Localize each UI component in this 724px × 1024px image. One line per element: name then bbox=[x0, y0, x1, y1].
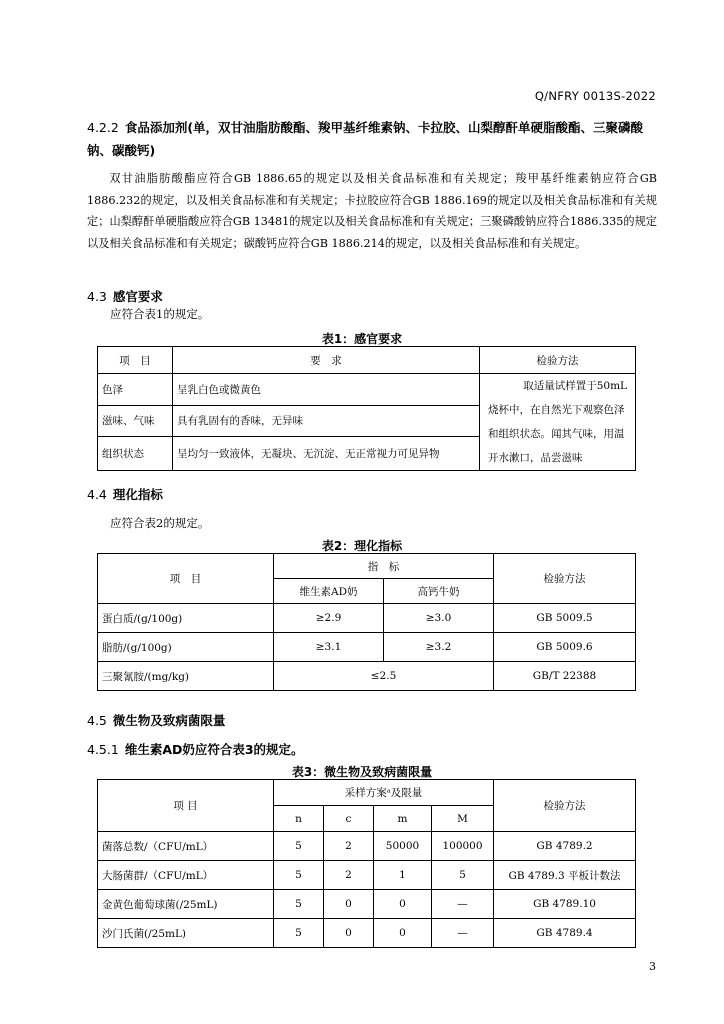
table-cell: 0 bbox=[324, 919, 374, 948]
table-cell: 蛋白质/(g/100g) bbox=[98, 604, 274, 633]
table1-caption: 表1：感官要求 bbox=[321, 332, 403, 346]
table2-header-method: 检验方法 bbox=[494, 554, 636, 604]
method-line: 开水漱口，品尝滋味 bbox=[488, 452, 583, 464]
section-title: 维生素AD奶应符合表3的规定。 bbox=[124, 742, 304, 757]
section-4-2-2-heading bbox=[87, 118, 643, 136]
table1-header-item: 项 目 bbox=[98, 347, 173, 374]
table-cell: GB 4789.3 平板计数法 bbox=[494, 861, 636, 890]
table3-header-c: c bbox=[324, 806, 374, 832]
table-cell: 2 bbox=[324, 861, 374, 890]
table2-caption: 表2：理化指标 bbox=[321, 539, 403, 553]
table-cell: 大肠菌群/（CFU/mL） bbox=[98, 861, 274, 890]
table1-header-method: 检验方法 bbox=[480, 347, 636, 374]
table3-header-method: 检验方法 bbox=[494, 780, 636, 832]
table-cell: GB 4789.2 bbox=[494, 832, 636, 861]
table3-microbial bbox=[97, 779, 636, 948]
section-title: 食品添加剂(单，双甘油脂肪酸酯、羧甲基纤维素钠、卡拉胶、山梨醇酐单硬脂酸酯、三聚磷酸 bbox=[124, 120, 644, 135]
table-cell: ≤2.5 bbox=[274, 662, 494, 691]
table-cell: ≥3.1 bbox=[274, 633, 384, 662]
method-line: 烧杯中，在自然光下观察色泽 bbox=[488, 404, 625, 416]
table2-header-col1: 维生素AD奶 bbox=[274, 579, 384, 604]
table-cell: 滋味、气味 bbox=[98, 405, 173, 437]
table-cell: 2 bbox=[324, 832, 374, 861]
section-4-5-heading bbox=[87, 711, 225, 729]
page-number: 3 bbox=[649, 960, 656, 973]
table-cell: 呈均匀一致液体，无凝块、无沉淀、无正常视力可见异物 bbox=[173, 437, 480, 471]
section-title: 理化指标 bbox=[112, 487, 163, 502]
table-cell: GB 4789.10 bbox=[494, 890, 636, 919]
section-4-5-1-heading bbox=[87, 740, 304, 758]
table3-header-M: M bbox=[432, 806, 494, 832]
table-cell: ≥3.0 bbox=[384, 604, 494, 633]
table-cell: GB 4789.4 bbox=[494, 919, 636, 948]
table-cell: — bbox=[432, 890, 494, 919]
table-cell: 5 bbox=[274, 890, 324, 919]
method-line: 取适量试样置于50mL bbox=[523, 380, 627, 392]
table-cell: 菌落总数/（CFU/mL） bbox=[98, 832, 274, 861]
section-title: 感官要求 bbox=[112, 289, 163, 304]
table-cell: 50000 bbox=[374, 832, 432, 861]
table3-header-item: 项 目 bbox=[98, 780, 274, 832]
table-cell: 0 bbox=[374, 919, 432, 948]
table-cell: 0 bbox=[324, 890, 374, 919]
table-cell: ≥2.9 bbox=[274, 604, 384, 633]
table3-header-n: n bbox=[274, 806, 324, 832]
table-cell: 沙门氏菌(/25mL) bbox=[98, 919, 274, 948]
table-cell: 0 bbox=[374, 890, 432, 919]
section-title: 微生物及致病菌限量 bbox=[112, 713, 226, 728]
table-cell: ≥3.2 bbox=[384, 633, 494, 662]
table1-header-req: 要 求 bbox=[173, 347, 480, 374]
section-4-4-intro: 应符合表2的规定。 bbox=[110, 516, 210, 530]
section-number: 4.2.2 bbox=[87, 120, 119, 135]
table-cell: — bbox=[432, 919, 494, 948]
table-cell: 1 bbox=[374, 861, 432, 890]
table-cell: 5 bbox=[274, 919, 324, 948]
table-cell: 金黄色葡萄球菌(/25mL) bbox=[98, 890, 274, 919]
table-cell: 100000 bbox=[432, 832, 494, 861]
table1-sensory bbox=[97, 346, 636, 471]
table-cell: 组织状态 bbox=[98, 437, 173, 471]
section-4-2-2-heading-cont: 钠、碳酸钙) bbox=[87, 143, 156, 158]
table-cell: 色泽 bbox=[98, 374, 173, 406]
table3-header-m: m bbox=[374, 806, 432, 832]
section-number: 4.4 bbox=[87, 487, 107, 502]
table-cell: 5 bbox=[274, 861, 324, 890]
section-number: 4.5.1 bbox=[87, 742, 119, 757]
section-4-3-intro: 应符合表1的规定。 bbox=[110, 307, 210, 321]
section-number: 4.5 bbox=[87, 713, 107, 728]
table-cell: 三聚氰胺/(mg/kg) bbox=[98, 662, 274, 691]
method-line: 和组织状态。闻其气味，用温 bbox=[488, 428, 625, 440]
section-number: 4.3 bbox=[87, 289, 107, 304]
table2-header-item: 项 目 bbox=[98, 554, 274, 604]
table-cell: 具有乳固有的香味，无异味 bbox=[173, 405, 480, 437]
section-4-3-heading bbox=[87, 287, 163, 305]
standard-code: Q/NFRY 0013S-2022 bbox=[534, 89, 656, 103]
section-4-2-2-body: 双甘油脂肪酸酯应符合GB 1886.65的规定以及相关食品标准和有关规定；羧甲基纤维素钠应符合GB 1886.232的规定，以及相关食品标准和有关规定；卡拉胶应符合GB 1886.169的规定以及相关食品标准和有关规定；山梨醇酐单硬脂酸应符合GB 13481的规定以及相关食品标准和有关规定；三聚磷酸钠应符合1886.335的规定以及相关食品标准和有关规定；碳酸钙应符合GB 1886.214的规定，以及相关食品标准和有关规定。 bbox=[87, 172, 657, 250]
table3-header-plan: 采样方案ᵃ及限量 bbox=[274, 780, 494, 806]
table-cell: 5 bbox=[432, 861, 494, 890]
table-cell: GB/T 22388 bbox=[494, 662, 636, 691]
table-cell: 5 bbox=[274, 832, 324, 861]
table-cell: GB 5009.5 bbox=[494, 604, 636, 633]
section-4-4-heading bbox=[87, 485, 163, 503]
table2-header-col2: 高钙牛奶 bbox=[384, 579, 494, 604]
table-cell: GB 5009.6 bbox=[494, 633, 636, 662]
table2-physchem bbox=[97, 553, 636, 691]
table3-caption: 表3：微生物及致病菌限量 bbox=[291, 765, 433, 779]
table-cell: 呈乳白色或微黄色 bbox=[173, 374, 480, 406]
table-cell: 脂肪/(g/100g) bbox=[98, 633, 274, 662]
table2-header-index: 指 标 bbox=[274, 554, 494, 579]
table1-method-cell bbox=[480, 374, 636, 471]
